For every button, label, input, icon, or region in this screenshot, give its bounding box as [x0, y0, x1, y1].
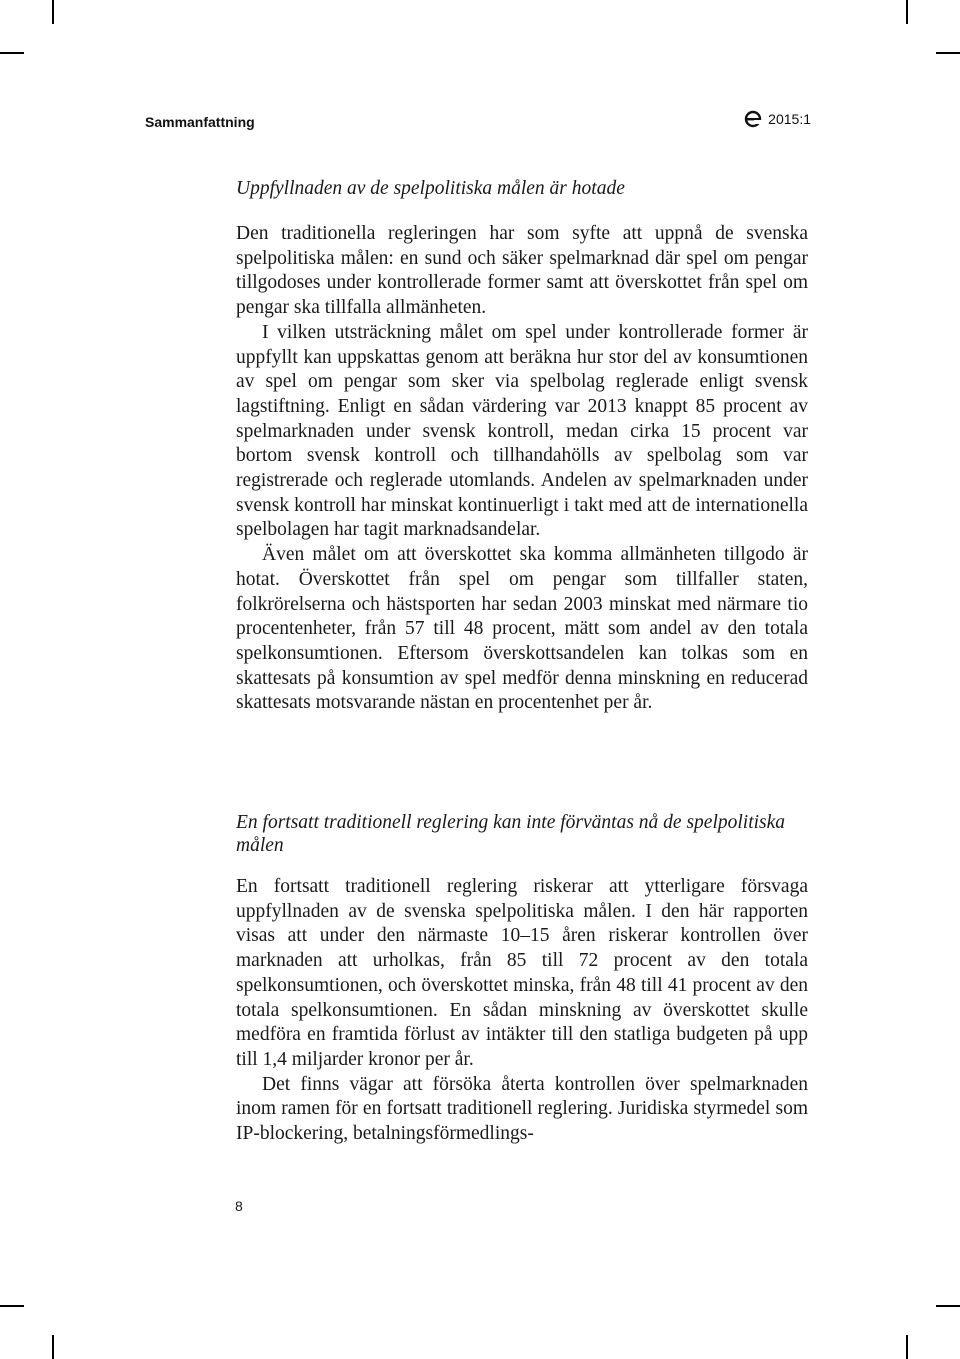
- section-1-body: [236, 222, 808, 716]
- report-number: 2015:1: [768, 111, 811, 127]
- section-2-body: [236, 875, 808, 1147]
- paragraph: I vilken utsträckning målet om spel under kontrollerade former är uppfyllt kan uppskattas genom att beräkna hur stor del av konsumtionen av spel om pengar som sker via spelbolag reglerade enligt svensk lagstiftning. Enligt en sådan värdering var 2013 knappt 85 procent av spelmarknaden under svensk kontroll, medan cirka 15 procent var bortom svensk kontroll och tillhandahölls av spelbolag som var registrerade och reglerade utomlands. Andelen av spelmarknaden under svensk kontroll har minskat kontinuerligt i takt med att de internationella spelbolagen har tagit marknadsandelar.: [236, 321, 808, 541]
- page-number: 8: [235, 1198, 243, 1214]
- paragraph: Det finns vägar att försöka återta kontrollen över spelmarknaden inom ramen för en fortsatt traditionell reglering. Juridiska styrmedel som IP-blockering, betalningsförmedlings-: [236, 1073, 808, 1145]
- paragraph: Även målet om att överskottet ska komma allmänheten tillgodo är hotat. Överskottet från spel om pengar som tillfaller staten, folkrörelserna och hästsporten har sedan 2003 minskat med närmare tio procentenheter, från 57 till 48 procent, mätt som andel av den totala spelkonsumtionen. Eftersom överskottsandelen kan tolkas som en skattesats på konsumtion av spel medför denna minskning en reducerad skattesats motsvarande nästan en procentenhet per år.: [236, 544, 808, 714]
- section-2: [236, 812, 808, 857]
- crop-mark-bottom-right-v: [906, 1335, 908, 1359]
- crop-mark-top-left-v: [52, 0, 54, 24]
- running-header-section: Sammanfattning: [145, 114, 255, 130]
- crop-mark-top-right-h: [936, 52, 960, 54]
- section-1: [236, 178, 808, 201]
- crop-mark-bottom-left-v: [52, 1335, 54, 1359]
- section-heading: En fortsatt traditionell reglering kan inte förväntas nå de spelpolitiska målen: [236, 812, 786, 856]
- section-heading: Uppfyllnaden av de spelpolitiska målen är hotade: [236, 178, 625, 199]
- crop-mark-top-left-h: [0, 52, 24, 54]
- running-header-report: [744, 110, 811, 128]
- riksrevisionen-logo-icon: [744, 110, 762, 128]
- crop-mark-bottom-left-h: [0, 1305, 24, 1307]
- crop-mark-top-right-v: [906, 0, 908, 24]
- paragraph: En fortsatt traditionell reglering riskerar att ytterligare försvaga uppfyllnaden av de svenska spelpolitiska målen. I den här rapporten visas att under den närmaste 10–15 åren riskerar kontrollen över marknaden att urholkas, från 85 till 72 procent av den totala spelkonsumtionen, och överskottet minska, från 48 till 41 procent av den totala spelkonsumtionen. En sådan minskning av överskottet skulle medföra en framtida förlust av intäkter till den statliga budgeten på upp till 1,4 miljarder kronor per år.: [236, 876, 808, 1070]
- paragraph: Den traditionella regleringen har som syfte att uppnå de svenska spelpolitiska målen: en sund och säker spelmarknad där spel om pengar tillgodoses under kontrollerade former samt att överskottet från spel om pengar ska tillfalla allmänheten.: [236, 223, 808, 319]
- crop-mark-bottom-right-h: [936, 1305, 960, 1307]
